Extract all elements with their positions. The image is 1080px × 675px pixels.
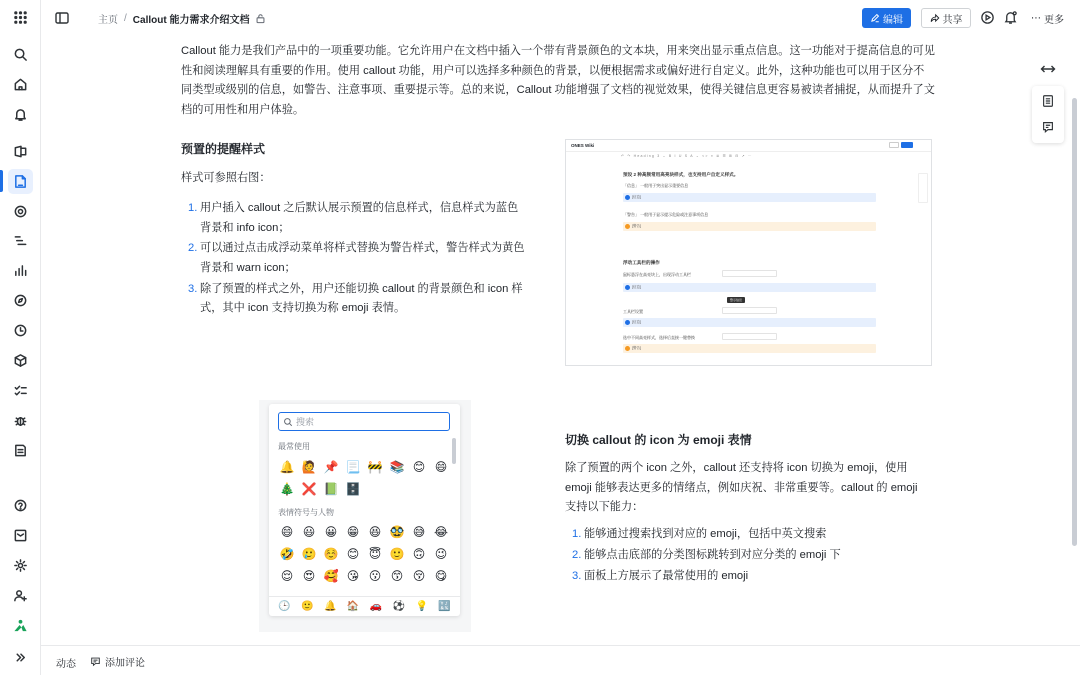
chart-icon[interactable] <box>8 258 33 283</box>
emoji-cell[interactable]: 📗 <box>323 482 339 496</box>
emoji-category-tabs <box>269 596 460 616</box>
target-icon[interactable] <box>8 199 33 224</box>
emoji-cell[interactable]: 😘 <box>346 569 360 583</box>
intro-paragraph: Callout 能力是我们产品中的一项重要功能。它允许用户在文档中插入一个带有背景颜色的文本块，用来突出显示重点信息。这一功能对于提高信息的可见性和阅读理解具有重要的作用。使用 callout 功能，用户可以选择多种颜色的背景，以便根据需求或偏好进行自定义。此外，这种功能也可以用于区分不同类型或级别的信息，如警告、注意事项、重要提示等。总的来说，Callout 功能增强了文档的视觉效果，使得关键信息更容易被读者捕捉，从而提升了文档的可用性和用户体验。 <box>181 45 935 116</box>
add-user-icon[interactable] <box>8 583 33 608</box>
list-number: 2. <box>572 548 582 561</box>
screenshot-header <box>566 140 931 152</box>
screenshot-float-title: 浮动工具栏的操作 <box>623 260 660 265</box>
screenshot-publish-button <box>901 142 913 148</box>
edit-icon <box>870 13 880 23</box>
screenshot-float-toolbar <box>722 270 777 277</box>
emoji-cell[interactable]: 😄 <box>434 460 448 474</box>
list-number: 2. <box>188 242 198 255</box>
emoji-cell[interactable]: 😋 <box>434 569 448 583</box>
tasks-icon[interactable] <box>8 229 33 254</box>
emoji-cell[interactable]: 😄 <box>280 525 294 539</box>
clock-icon[interactable] <box>8 318 33 343</box>
share-button-label: 共享 <box>942 14 963 26</box>
bottom-bar <box>41 645 1080 675</box>
emoji-cell[interactable]: 🥸 <box>389 525 405 539</box>
comment-icon <box>90 656 101 667</box>
present-icon[interactable] <box>980 10 995 25</box>
add-comment-label: 添加评论 <box>105 658 145 669</box>
screenshot-title: 预设 2 种高频常用高亮块样式，也支持用户自定义样式。 <box>623 172 739 177</box>
notification-settings-icon[interactable] <box>1003 10 1018 25</box>
active-nav-indicator <box>0 170 3 192</box>
category-travel-icon[interactable]: 🚗 <box>369 601 383 612</box>
emoji-cell[interactable]: 🤣 <box>279 547 295 561</box>
emoji-cell[interactable]: 🎄 <box>279 482 295 496</box>
breadcrumb <box>98 11 266 26</box>
emoji-cell[interactable]: 😇 <box>368 547 382 561</box>
callout-label: [信息] <box>632 285 641 289</box>
emoji-cell[interactable]: 😂 <box>433 525 449 539</box>
emoji-section-smileys: 表情符号与人物 <box>278 508 334 517</box>
emoji-cell[interactable]: 📚 <box>389 460 405 474</box>
section-heading-emoji: 切换 callout 的 icon 为 emoji 表情 <box>565 433 752 447</box>
emoji-cell[interactable]: 🥲 <box>301 547 317 561</box>
emoji-cell[interactable]: 😅 <box>412 525 426 539</box>
folder-icon[interactable] <box>8 438 33 463</box>
emoji-cell[interactable]: 😙 <box>390 569 404 583</box>
emoji-cell[interactable]: 😀 <box>324 525 338 539</box>
add-comment-button[interactable] <box>90 654 145 669</box>
callout-label: [信息] <box>632 195 641 199</box>
category-ideas-icon[interactable]: 💡 <box>415 601 428 612</box>
category-smileys-icon[interactable]: 🙂 <box>301 601 314 612</box>
expand-width-icon[interactable] <box>1040 62 1056 76</box>
emoji-cell[interactable]: 😊 <box>412 460 426 474</box>
edit-button-label: 编辑 <box>883 14 903 26</box>
list-item <box>181 199 526 238</box>
checklist-icon[interactable] <box>8 378 33 403</box>
category-objects-icon[interactable]: 🔔 <box>323 601 337 612</box>
screenshot-float-toolbar <box>722 333 777 340</box>
breadcrumb-home[interactable]: 主页 <box>98 15 118 26</box>
emoji-row <box>276 525 452 539</box>
list-item <box>181 239 526 278</box>
help-icon[interactable] <box>8 493 33 518</box>
screenshot-float-caption: 选中不同高亮样式，选择后直接一键替换 <box>623 335 695 340</box>
emoji-cell[interactable]: 😉 <box>434 547 448 561</box>
emoji-cell[interactable]: 🙃 <box>412 547 426 561</box>
settings-icon[interactable] <box>8 553 33 578</box>
emoji-cell[interactable]: 😃 <box>302 525 316 539</box>
section-heading-preset: 预置的提醒样式 <box>181 142 266 156</box>
activity-tab[interactable]: 动态 <box>56 659 76 670</box>
side-tools-card <box>1032 86 1064 143</box>
list-item <box>565 546 925 566</box>
document-body <box>41 36 1071 644</box>
share-icon <box>930 13 940 23</box>
lock-icon[interactable] <box>255 13 266 24</box>
section-paragraph-emoji: 除了预置的两个 icon 之外，callout 还支持将 icon 切换为 emoji，使用 emoji 能够表达更多的情绪点，例如庆祝、非常重要等。callout 的 emoji 支持以下能力： <box>565 462 918 513</box>
screenshot-float-caption: 鼠标悬浮在高亮块上，出现浮动工具栏 <box>623 272 691 277</box>
warn-icon <box>625 224 630 229</box>
list-item-text: 面板上方展示了最常使用的 emoji <box>584 569 749 582</box>
list-item <box>565 525 925 545</box>
screenshot-float-caption: 工具栏设置 <box>623 309 643 314</box>
emoji-cell[interactable]: 🥰 <box>323 569 339 583</box>
emoji-cell[interactable]: 😚 <box>412 569 426 583</box>
category-places-icon[interactable]: 🏠 <box>346 601 360 612</box>
callout-warn-sample <box>623 344 876 353</box>
screenshot-float-toolbar <box>722 307 777 314</box>
document-icon[interactable] <box>8 169 33 194</box>
archive-icon[interactable] <box>8 523 33 548</box>
info-icon <box>625 285 630 290</box>
list-item <box>565 567 925 587</box>
emoji-search-placeholder: 搜索 <box>296 417 315 427</box>
apps-grid-icon[interactable] <box>8 5 33 30</box>
search-icon[interactable] <box>8 42 33 67</box>
list-item-text: 可以通过点击成浮动菜单将样式替换为警告样式，警告样式为黄色背景和 warn icon； <box>200 242 525 274</box>
cube-icon[interactable] <box>8 348 33 373</box>
emoji-row <box>276 569 452 583</box>
workspace-icon[interactable] <box>8 139 33 164</box>
callout-info-sample <box>623 283 876 292</box>
more-menu[interactable] <box>1031 11 1064 26</box>
warn-icon <box>625 346 630 351</box>
list-item-text: 能够通过搜索找到对应的 emoji，包括中英文搜索 <box>584 528 827 540</box>
list-item-text: 用户插入 callout 之后默认展示预置的信息样式，信息样式为蓝色背景和 info icon； <box>200 202 519 234</box>
emoji-cell[interactable]: 😊 <box>346 547 360 561</box>
screenshot-share-button <box>889 142 899 148</box>
left-nav-rail <box>0 0 41 675</box>
callout-info-sample <box>623 318 876 327</box>
list-number: 1. <box>188 202 198 214</box>
screenshot-tooltip: 警示信息 <box>727 297 745 303</box>
bell-icon[interactable] <box>8 102 33 127</box>
bug-icon[interactable] <box>8 408 33 433</box>
embedded-screenshot-callout-styles <box>565 139 932 366</box>
embedded-screenshot-emoji-panel <box>259 400 471 632</box>
screenshot-warn-caption: 「警告」 一般用于显示提示危险或注意事项信息 <box>623 212 709 217</box>
home-icon[interactable] <box>8 72 33 97</box>
more-dots-icon: ⋯ <box>1031 13 1041 24</box>
callout-warn-sample <box>623 222 876 231</box>
emoji-cell[interactable]: 😍 <box>302 569 316 583</box>
emoji-row <box>276 482 364 496</box>
info-icon <box>625 195 630 200</box>
expand-icon[interactable] <box>8 645 33 670</box>
compass-icon[interactable] <box>8 288 33 313</box>
outline-icon[interactable] <box>1041 94 1055 108</box>
screenshot-side-toc <box>918 173 928 203</box>
top-bar <box>41 0 1080 36</box>
list-number: 3. <box>572 569 582 582</box>
section-paragraph-preset: 样式可参照右图： <box>181 172 271 184</box>
list-item <box>181 280 526 319</box>
screenshot-toolbar: ↶ ↷ Heading 3 ⌄ B I U S A ⌄ <> ≡ ≣ ☰ ⊞ ⊟ ↗ ⋯ <box>621 154 753 158</box>
category-recent-icon[interactable]: 🕒 <box>278 601 291 612</box>
screenshot-logo: ONES Wiki <box>571 143 595 148</box>
emoji-cell[interactable]: 🗄️ <box>345 482 361 496</box>
breadcrumb-separator: / <box>124 13 127 24</box>
emoji-row <box>276 460 452 474</box>
list-number: 1. <box>572 528 582 540</box>
page-scrollbar[interactable] <box>1072 98 1077 546</box>
emoji-cell[interactable]: 🙂 <box>389 547 405 561</box>
emoji-cell[interactable]: 😌 <box>280 569 294 583</box>
callout-label: [警告] <box>632 346 641 350</box>
preset-list <box>181 199 526 320</box>
emoji-capabilities-list <box>565 525 925 587</box>
emoji-cell[interactable]: 😁 <box>346 525 360 539</box>
emoji-section-frequent: 最常使用 <box>278 442 310 451</box>
list-item-text: 能够点击底部的分类图标跳转到对应分类的 emoji 下 <box>584 548 841 561</box>
category-symbols-icon[interactable]: 🔣 <box>438 601 451 612</box>
search-icon <box>283 417 293 427</box>
sidebar-toggle-icon[interactable] <box>54 10 70 26</box>
emoji-row <box>276 547 452 561</box>
callout-label: [信息] <box>632 320 641 324</box>
emoji-cell[interactable]: 🚧 <box>367 460 383 474</box>
emoji-cell[interactable]: 📌 <box>323 460 339 474</box>
list-number: 3. <box>188 282 198 295</box>
brand-logo-icon[interactable] <box>8 613 33 638</box>
emoji-cell[interactable]: 📃 <box>345 460 361 474</box>
emoji-scrollbar[interactable] <box>452 438 456 464</box>
callout-label: [警告] <box>632 224 641 228</box>
share-button[interactable] <box>921 8 971 28</box>
emoji-cell[interactable]: 😆 <box>368 525 382 539</box>
emoji-cell[interactable]: 🙋 <box>301 460 317 474</box>
emoji-picker <box>269 404 460 616</box>
page-title: Callout 能力需求介绍文档 <box>132 15 250 26</box>
edit-button[interactable] <box>862 8 911 28</box>
emoji-cell[interactable]: ❌ <box>301 482 317 496</box>
category-activity-icon[interactable]: ⚽ <box>392 601 406 612</box>
more-label: 更多 <box>1044 15 1064 26</box>
info-icon <box>625 320 630 325</box>
comments-panel-icon[interactable] <box>1041 120 1055 134</box>
emoji-cell[interactable]: ☺️ <box>323 547 339 561</box>
emoji-search-input[interactable] <box>278 412 450 431</box>
screenshot-info-caption: 「信息」 一般用于突出显示重要信息 <box>623 183 689 188</box>
list-item-text: 除了预置的样式之外，用户还能切换 callout 的背景颜色和 icon 样式，其中 icon 支持切换为称 emoji 表情。 <box>200 282 523 315</box>
callout-info-sample <box>623 193 876 202</box>
emoji-cell[interactable]: 😗 <box>368 569 382 583</box>
emoji-cell[interactable]: 🔔 <box>279 460 295 474</box>
